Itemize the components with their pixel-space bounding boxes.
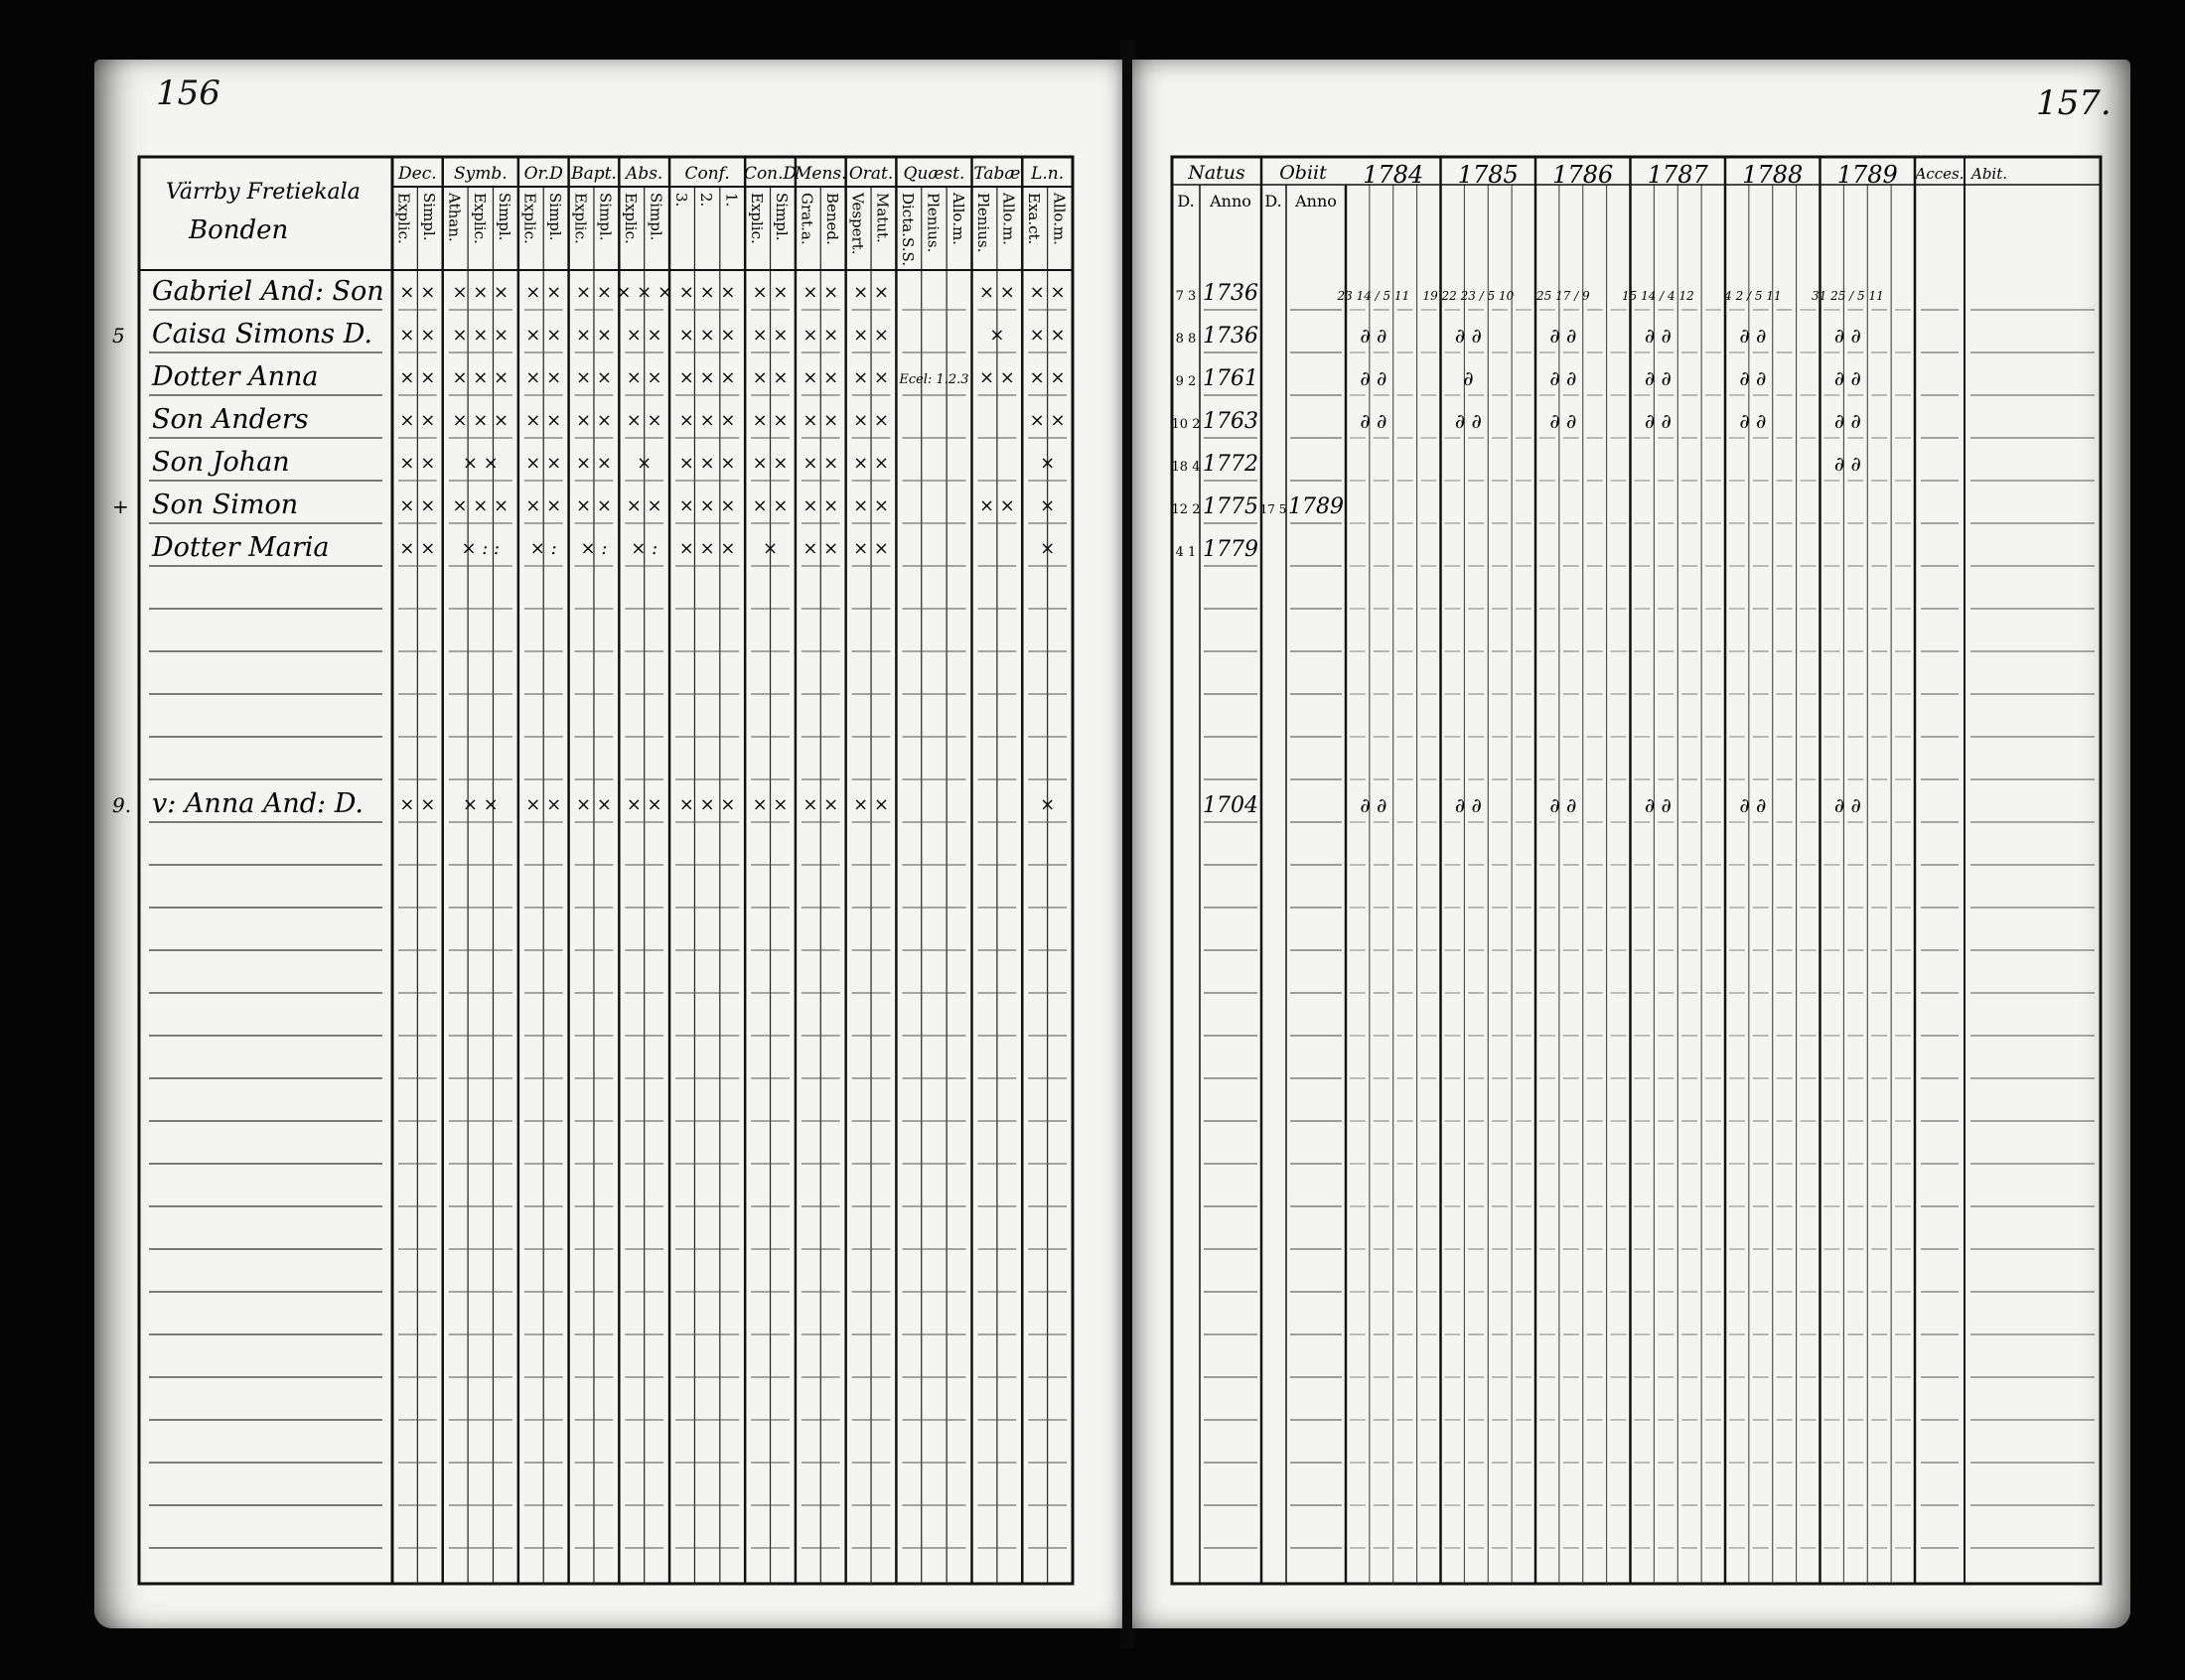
row-mark: × × bbox=[752, 495, 789, 516]
row-mark: × × bbox=[626, 794, 662, 815]
row-mark: × × bbox=[752, 794, 789, 815]
row-mark: × × bbox=[576, 794, 612, 815]
row-name: Gabriel And: Son bbox=[152, 276, 384, 307]
year-mark: ∂ ∂ bbox=[1833, 366, 1861, 390]
right-table-frame bbox=[1172, 157, 2101, 1584]
row-mark: × × bbox=[1029, 367, 1066, 388]
row-mark: × bbox=[989, 325, 1005, 346]
row-mark: × bbox=[1040, 453, 1056, 474]
row-mark: × × bbox=[525, 325, 562, 346]
year-mark: ∂ ∂ bbox=[1644, 324, 1672, 348]
row-mark: × × × bbox=[678, 367, 736, 388]
left-register-table bbox=[94, 60, 1122, 1628]
header-caption-line1: Värrby Fretiekala bbox=[166, 180, 361, 205]
natus-anno-header: Anno bbox=[1210, 192, 1251, 210]
row-mark: × × bbox=[626, 325, 662, 346]
row-mark: × : bbox=[529, 538, 557, 559]
natus-header: Natus bbox=[1188, 162, 1245, 184]
natus-d-header: D. bbox=[1177, 192, 1195, 210]
sub-column-label: Simpl. bbox=[545, 193, 564, 241]
year-mark: ∂ bbox=[1463, 366, 1474, 390]
row-mark: × × bbox=[626, 495, 662, 516]
row-mark: × × bbox=[399, 453, 436, 474]
row-mark: × × bbox=[399, 325, 436, 346]
left-page bbox=[94, 60, 1122, 1628]
year-mark: 15 14 / 4 12 bbox=[1622, 289, 1694, 303]
year-mark: ∂ ∂ bbox=[1549, 409, 1577, 433]
row-margin-note: 9. bbox=[112, 793, 132, 817]
sub-column-label: Plenius. bbox=[974, 193, 993, 253]
row-mark: × × bbox=[1029, 410, 1066, 431]
natus-year: 1761 bbox=[1203, 366, 1258, 391]
row-name: Son Simon bbox=[152, 490, 299, 520]
row-mark: × × bbox=[399, 367, 436, 388]
natus-year: 1736 bbox=[1203, 324, 1258, 349]
column-group-label: L.n. bbox=[1031, 164, 1065, 184]
sub-column-label: Allo.m. bbox=[999, 193, 1018, 245]
natus-year: 1779 bbox=[1203, 537, 1258, 562]
row-mark: × bbox=[763, 538, 779, 559]
year-mark: 31 25 / 5 11 bbox=[1812, 289, 1884, 303]
row-mark: × bbox=[637, 453, 653, 474]
row-mark: × bbox=[1040, 794, 1056, 815]
row-mark: × × bbox=[802, 282, 839, 303]
row-mark: × × bbox=[853, 794, 889, 815]
natus-day: 18 4 bbox=[1171, 460, 1201, 475]
row-mark: × × × bbox=[452, 282, 510, 303]
year-mark: ∂ ∂ bbox=[1360, 409, 1387, 433]
year-header: 1788 bbox=[1742, 161, 1804, 189]
sub-column-label: Dicta.S.S. bbox=[899, 193, 918, 266]
sub-column-label: Athan. bbox=[445, 193, 464, 242]
year-mark: ∂ ∂ bbox=[1644, 366, 1672, 390]
row-mark: × × × bbox=[452, 325, 510, 346]
natus-year: 1772 bbox=[1203, 452, 1258, 477]
natus-day: 7 3 bbox=[1175, 289, 1197, 304]
row-mark: × × bbox=[399, 794, 436, 815]
row-mark: × × bbox=[853, 367, 889, 388]
row-name: v: Anna And: D. bbox=[152, 788, 364, 819]
obiit-anno-header: Anno bbox=[1295, 192, 1337, 210]
row-mark: × × bbox=[626, 367, 662, 388]
row-mark: × × bbox=[802, 538, 839, 559]
row-mark: × × bbox=[853, 453, 889, 474]
year-mark: ∂ ∂ bbox=[1833, 324, 1861, 348]
row-mark: × × × bbox=[678, 453, 736, 474]
row-mark: × × bbox=[576, 367, 612, 388]
natus-year: 1763 bbox=[1203, 409, 1258, 434]
year-mark: 19 22 23 / 5 10 bbox=[1422, 289, 1515, 303]
row-mark: × × bbox=[1029, 282, 1066, 303]
year-mark: ∂ ∂ bbox=[1739, 324, 1767, 348]
row-mark: × × × bbox=[452, 367, 510, 388]
row-mark: × × bbox=[802, 453, 839, 474]
row-mark: × × bbox=[525, 453, 562, 474]
year-mark: ∂ ∂ bbox=[1739, 409, 1767, 433]
column-group-label: Orat. bbox=[848, 164, 894, 184]
row-name: Son Anders bbox=[152, 404, 309, 435]
row-mark: × × bbox=[752, 282, 789, 303]
row-mark: × × bbox=[802, 410, 839, 431]
right-page-number: 157. bbox=[2036, 83, 2112, 123]
row-mark: × × × bbox=[452, 410, 510, 431]
sub-column-label: 2. bbox=[697, 193, 716, 208]
sub-column-label: 3. bbox=[671, 193, 690, 208]
year-mark: 25 17 / 9 bbox=[1536, 289, 1590, 303]
abiit-header: Abit. bbox=[1970, 165, 2008, 183]
year-mark: ∂ ∂ bbox=[1360, 793, 1387, 817]
row-mark: × × bbox=[1029, 325, 1066, 346]
row-name: Son Johan bbox=[152, 447, 290, 478]
row-mark: × × bbox=[576, 325, 612, 346]
row-mark: × × bbox=[853, 495, 889, 516]
obiit-d-header: D. bbox=[1264, 192, 1282, 210]
sub-column-label: 1. bbox=[722, 193, 741, 208]
natus-year: 1736 bbox=[1203, 281, 1258, 306]
natus-year: 1775 bbox=[1203, 494, 1258, 519]
year-mark: ∂ ∂ bbox=[1644, 793, 1672, 817]
natus-day: 12 2 bbox=[1171, 502, 1201, 517]
row-mark: × × bbox=[525, 495, 562, 516]
sub-column-label: Simpl. bbox=[420, 193, 439, 241]
row-mark: × × bbox=[752, 410, 789, 431]
row-mark: × × bbox=[462, 794, 499, 815]
year-header: 1789 bbox=[1836, 161, 1898, 189]
column-group-label: Bapt. bbox=[571, 164, 617, 184]
right-register-table bbox=[1132, 60, 2130, 1628]
sub-column-label: Simpl. bbox=[496, 193, 514, 241]
row-mark: × × bbox=[525, 410, 562, 431]
sub-column-label: Plenius. bbox=[924, 193, 943, 253]
year-mark: ∂ ∂ bbox=[1549, 793, 1577, 817]
year-mark: ∂ ∂ bbox=[1454, 793, 1482, 817]
row-mark: × × bbox=[525, 367, 562, 388]
obiit-year: 1789 bbox=[1288, 494, 1344, 519]
year-mark: ∂ ∂ bbox=[1360, 366, 1387, 390]
row-mark: × × × bbox=[616, 282, 673, 303]
row-name: Dotter Maria bbox=[152, 532, 330, 563]
row-mark: × bbox=[1040, 495, 1056, 516]
year-mark: ∂ ∂ bbox=[1833, 409, 1861, 433]
row-mark: × : bbox=[631, 538, 658, 559]
row-mark: × × × bbox=[678, 282, 736, 303]
year-mark: ∂ ∂ bbox=[1644, 409, 1672, 433]
row-mark: Ecel: 1.2.3 bbox=[899, 372, 969, 387]
year-mark: ∂ ∂ bbox=[1454, 409, 1482, 433]
row-margin-note: 5 bbox=[112, 324, 125, 348]
row-mark: × × bbox=[525, 282, 562, 303]
column-group-label: Con.D bbox=[743, 164, 798, 184]
accessit-header: Acces. bbox=[1915, 165, 1965, 183]
natus-day: 9 2 bbox=[1175, 374, 1197, 389]
header-caption-line2: Bonden bbox=[189, 215, 289, 245]
row-mark: × : : bbox=[461, 538, 501, 559]
row-margin-note: + bbox=[112, 494, 129, 518]
sub-column-label: Vespert. bbox=[848, 193, 867, 255]
row-mark: × × bbox=[626, 410, 662, 431]
year-mark: ∂ ∂ bbox=[1739, 366, 1767, 390]
sub-column-label: Explic. bbox=[571, 193, 590, 244]
sub-column-label: Allo.m. bbox=[948, 193, 967, 245]
year-mark: ∂ ∂ bbox=[1739, 793, 1767, 817]
column-group-label: Or.D bbox=[523, 164, 563, 184]
year-mark: ∂ ∂ bbox=[1549, 324, 1577, 348]
row-name: Dotter Anna bbox=[152, 361, 319, 392]
row-mark: × × × bbox=[678, 538, 736, 559]
row-mark: × : bbox=[580, 538, 608, 559]
row-mark: × × bbox=[525, 794, 562, 815]
sub-column-label: Explic. bbox=[394, 193, 413, 244]
row-mark: × × bbox=[853, 410, 889, 431]
row-mark: × × bbox=[752, 325, 789, 346]
row-mark: × × bbox=[802, 367, 839, 388]
sub-column-label: Bened. bbox=[822, 193, 841, 245]
row-mark: × × bbox=[978, 282, 1015, 303]
row-mark: × × bbox=[576, 453, 612, 474]
obiit-header: Obiit bbox=[1279, 162, 1327, 184]
sub-column-label: Explic. bbox=[747, 193, 766, 244]
row-mark: × × bbox=[752, 453, 789, 474]
natus-day: 8 8 bbox=[1175, 332, 1197, 347]
year-mark: 23 14 / 5 11 bbox=[1337, 289, 1410, 303]
sub-column-label: Simpl. bbox=[773, 193, 792, 241]
column-group-label: Dec. bbox=[398, 164, 437, 184]
year-mark: ∂ ∂ bbox=[1360, 324, 1387, 348]
column-group-label: Abs. bbox=[626, 164, 663, 184]
year-mark: ∂ ∂ bbox=[1549, 366, 1577, 390]
row-mark: × × bbox=[752, 367, 789, 388]
column-group-label: Conf. bbox=[684, 164, 730, 184]
natus-day: 10 2 bbox=[1171, 417, 1201, 432]
row-mark: × × × bbox=[678, 794, 736, 815]
sub-column-label: Exa.ct. bbox=[1024, 193, 1043, 245]
row-mark: × × bbox=[802, 794, 839, 815]
year-header: 1787 bbox=[1647, 161, 1708, 189]
row-mark: × × × bbox=[678, 495, 736, 516]
row-mark: × × bbox=[576, 282, 612, 303]
year-header: 1784 bbox=[1363, 161, 1424, 189]
row-mark: × bbox=[1040, 538, 1056, 559]
sub-column-label: Allo.m. bbox=[1050, 193, 1069, 245]
row-mark: × × bbox=[399, 538, 436, 559]
obiit-day: 17 5 bbox=[1259, 502, 1287, 516]
sub-column-label: Explic. bbox=[622, 193, 641, 244]
column-group-label: Tabæ bbox=[973, 164, 1021, 184]
row-mark: × × × bbox=[678, 410, 736, 431]
year-header: 1786 bbox=[1552, 161, 1614, 189]
sub-column-label: Grat.a. bbox=[798, 193, 816, 245]
natus-day: 4 1 bbox=[1175, 545, 1197, 560]
column-group-label: Symb. bbox=[453, 164, 508, 184]
row-mark: × × × bbox=[452, 495, 510, 516]
column-group-label: Mens. bbox=[795, 164, 847, 184]
sub-column-label: Simpl. bbox=[596, 193, 615, 241]
year-mark: ∂ ∂ bbox=[1833, 452, 1861, 476]
row-mark: × × bbox=[853, 325, 889, 346]
year-mark: ∂ ∂ bbox=[1833, 793, 1861, 817]
sub-column-label: Explic. bbox=[520, 193, 539, 244]
sub-column-label: Matut. bbox=[873, 193, 892, 243]
row-mark: × × bbox=[978, 495, 1015, 516]
row-mark: × × bbox=[399, 282, 436, 303]
year-header: 1785 bbox=[1457, 161, 1519, 189]
row-mark: × × bbox=[399, 410, 436, 431]
row-mark: × × × bbox=[678, 325, 736, 346]
right-page bbox=[1132, 60, 2130, 1628]
row-mark: × × bbox=[462, 453, 499, 474]
row-name: Caisa Simons D. bbox=[152, 319, 373, 350]
row-mark: × × bbox=[853, 538, 889, 559]
row-mark: × × bbox=[853, 282, 889, 303]
column-group-label: Quæst. bbox=[903, 164, 965, 184]
row-mark: × × bbox=[802, 325, 839, 346]
row-mark: × × bbox=[399, 495, 436, 516]
sub-column-label: Explic. bbox=[470, 193, 489, 244]
row-mark: × × bbox=[576, 410, 612, 431]
sub-column-label: Simpl. bbox=[647, 193, 665, 241]
row-mark: × × bbox=[978, 367, 1015, 388]
year-mark: ∂ ∂ bbox=[1454, 324, 1482, 348]
year-mark: 4 2 / 5 11 bbox=[1724, 289, 1782, 303]
natus-year: 1704 bbox=[1203, 793, 1258, 818]
row-mark: × × bbox=[576, 495, 612, 516]
left-page-number: 156 bbox=[156, 73, 220, 113]
row-mark: × × bbox=[802, 495, 839, 516]
